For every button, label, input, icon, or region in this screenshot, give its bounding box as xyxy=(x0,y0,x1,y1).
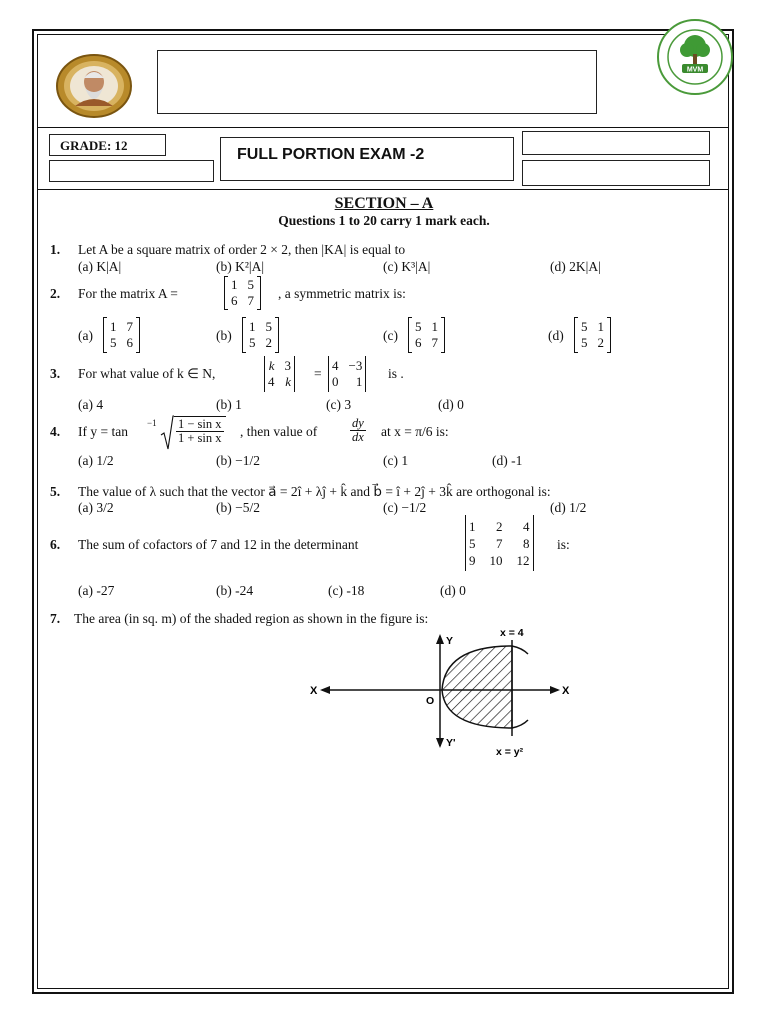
q4-option-c: (c) 1 xyxy=(383,453,409,468)
exam-title: FULL PORTION EXAM -2 xyxy=(237,146,425,163)
exam-title-box xyxy=(220,137,514,181)
q2-text-before: For the matrix A = xyxy=(78,286,178,301)
q3-option-c: (c) 3 xyxy=(326,397,352,412)
q4-derivative xyxy=(350,417,366,444)
grade-box xyxy=(49,134,166,156)
q5-option-a: (a) 3/2 xyxy=(78,500,114,515)
q2-option-b-label: (b) xyxy=(216,328,232,343)
q4-text-mid: , then value of xyxy=(240,424,318,439)
q6-determinant: 1 2 4 5 7 8 9 10 12 xyxy=(465,515,534,571)
blank-box-left xyxy=(49,160,214,182)
blank-box-right-top xyxy=(522,131,710,155)
q6-text-before: The sum of cofactors of 7 and 12 in the determinant xyxy=(78,537,359,552)
q1-option-c: (c) K³|A| xyxy=(383,259,431,274)
q6-number: 6. xyxy=(50,537,61,552)
q7-label-origin: O xyxy=(426,695,435,707)
q1-option-b: (b) K²|A| xyxy=(216,259,265,274)
q1-option-a: (a) K|A| xyxy=(78,259,122,274)
q3-det-right: 4 −3 0 1 xyxy=(328,356,366,392)
q6-option-c: (c) -18 xyxy=(328,583,365,598)
q4-sqrt-fraction xyxy=(174,416,226,445)
logo-text: MVM xyxy=(686,66,704,74)
section-subtitle: Questions 1 to 20 carry 1 mark each. xyxy=(278,213,490,228)
q2-option-d-matrix: 5 1 5 2 xyxy=(574,317,611,353)
q4-sqrt-numerator: 1 − sin x xyxy=(178,417,222,431)
q4-option-b: (b) −1/2 xyxy=(216,453,260,468)
q4-text-before: If y = tan xyxy=(78,424,128,439)
q4-superscript: −1 xyxy=(147,418,157,428)
q3-option-d: (d) 0 xyxy=(438,397,464,412)
q4-sqrt-denominator: 1 + sin x xyxy=(178,431,222,445)
q7-text: The area (in sq. m) of the shaded region as shown in the figure is: xyxy=(74,611,429,626)
q1-number: 1. xyxy=(50,242,61,257)
q6-option-a: (a) -27 xyxy=(78,583,115,598)
q3-text-before: For what value of k ∈ N, xyxy=(78,366,216,381)
header-divider-top xyxy=(37,127,729,128)
q2-text-after: , a symmetric matrix is: xyxy=(278,286,406,301)
q2-option-d-label: (d) xyxy=(548,328,564,343)
q3-det-left: k 3 4 k xyxy=(264,356,295,392)
q5-text: The value of λ such that the vector a⃗ = 2î + λĵ + k̂ and b⃗ = î + 2ĵ + 3k̂ are orthogonal is: xyxy=(78,484,551,499)
q3-text-after: is . xyxy=(388,366,404,381)
q3-option-b: (b) 1 xyxy=(216,397,242,412)
q5-option-d: (d) 1/2 xyxy=(550,500,587,515)
q7-figure xyxy=(300,624,590,764)
header-divider-bottom xyxy=(37,189,729,190)
q6-option-b: (b) -24 xyxy=(216,583,254,598)
q1-text: Let A be a square matrix of order 2 × 2, then |KA| is equal to xyxy=(78,242,406,257)
q7-label-y: Y xyxy=(446,635,454,647)
q2-matrix: 1 5 6 7 xyxy=(224,276,261,310)
q7-number: 7. xyxy=(50,611,61,626)
q4-number: 4. xyxy=(50,424,61,439)
school-logo xyxy=(655,18,735,96)
q1-option-d: (d) 2K|A| xyxy=(550,259,601,274)
q2-option-c-label: (c) xyxy=(383,328,398,343)
q6-option-d: (d) 0 xyxy=(440,583,466,598)
q3-option-a: (a) 4 xyxy=(78,397,104,412)
q7-label-x-equals-4: x = 4 xyxy=(500,627,524,639)
q4-dx: dx xyxy=(352,430,364,444)
q2-option-b-matrix: 1 5 5 2 xyxy=(242,317,279,353)
q4-dy: dy xyxy=(352,416,364,430)
q3-equals: = xyxy=(314,366,322,381)
blank-box-right-bottom xyxy=(522,160,710,186)
q2-number: 2. xyxy=(50,286,61,301)
q6-text-after: is: xyxy=(557,537,570,552)
q4-option-a: (a) 1/2 xyxy=(78,453,114,468)
q2-option-c-matrix: 5 1 6 7 xyxy=(408,317,445,353)
q7-label-y-prime: Y' xyxy=(446,737,456,749)
q2-option-a-label: (a) xyxy=(78,328,93,343)
founder-portrait xyxy=(53,52,135,120)
grade-label: GRADE: 12 xyxy=(60,138,128,153)
q7-label-x-right: X xyxy=(562,685,570,697)
q4-sqrt-sign xyxy=(160,415,174,451)
q7-label-x-left: X xyxy=(310,685,318,697)
q4-option-d: (d) -1 xyxy=(492,453,523,468)
q7-label-x-equals-y-squared: x = y² xyxy=(496,746,524,758)
q3-number: 3. xyxy=(50,366,61,381)
section-title: SECTION – A xyxy=(334,195,434,212)
q5-option-c: (c) −1/2 xyxy=(383,500,427,515)
q5-option-b: (b) −5/2 xyxy=(216,500,260,515)
q5-number: 5. xyxy=(50,484,61,499)
q2-option-a-matrix: 1 7 5 6 xyxy=(103,317,140,353)
school-name-box xyxy=(157,50,597,114)
q4-text-after: at x = π/6 is: xyxy=(381,424,449,439)
